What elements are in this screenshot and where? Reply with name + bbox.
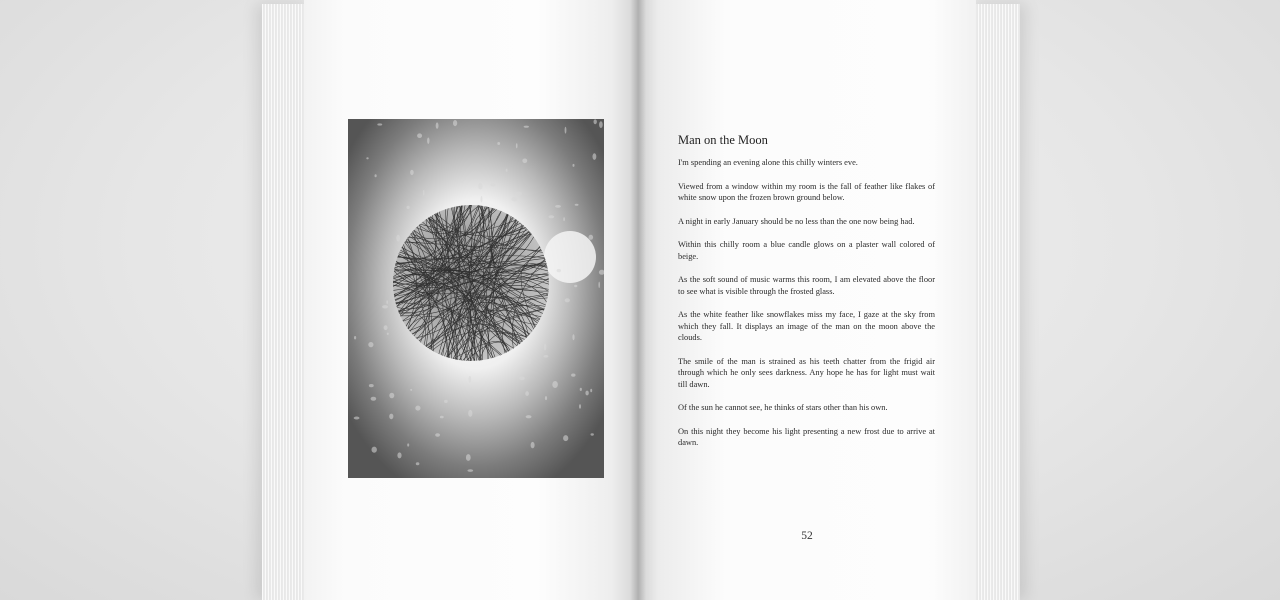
right-page-edges [970, 4, 1020, 600]
left-page [304, 0, 638, 600]
stanza: I'm spending an evening alone this chilly winters eve. [678, 158, 858, 167]
stanza: As the white feather like snowflakes miss my face, I gaze at the sky from which they fall. It displays an image of the man on the moon above the clouds. [678, 310, 935, 342]
stanza: The smile of the man is strained as his teeth chatter from the frigid air through which he only sees darkness. Any hope he has for light must wait till dawn. [678, 356, 935, 389]
right-page [638, 0, 976, 600]
stanza: As the soft sound of music warms this room, I am elevated above the floor to see what is visible through the frosted glass. [678, 275, 935, 296]
moon-illustration [348, 119, 604, 478]
poem-title: Man on the Moon [678, 133, 768, 147]
stanza: A night in early January should be no less than the one now being had. [678, 216, 915, 226]
poem-text [678, 133, 935, 461]
stanza: On this night they become his light presenting a new frost due to arrive at dawn. [678, 426, 935, 447]
stanza: Of the sun he cannot see, he thinks of stars other than his own. [678, 403, 888, 412]
page-number: 52 [801, 530, 813, 542]
small-moon [544, 231, 596, 283]
left-page-edges [262, 4, 310, 600]
stanza: Within this chilly room a blue candle glows on a plaster wall colored of beige. [678, 240, 935, 261]
book-gutter [630, 0, 646, 600]
stanza: Viewed from a window within my room is the fall of feather like flakes of white snow upon the frozen brown ground below. [678, 181, 935, 202]
